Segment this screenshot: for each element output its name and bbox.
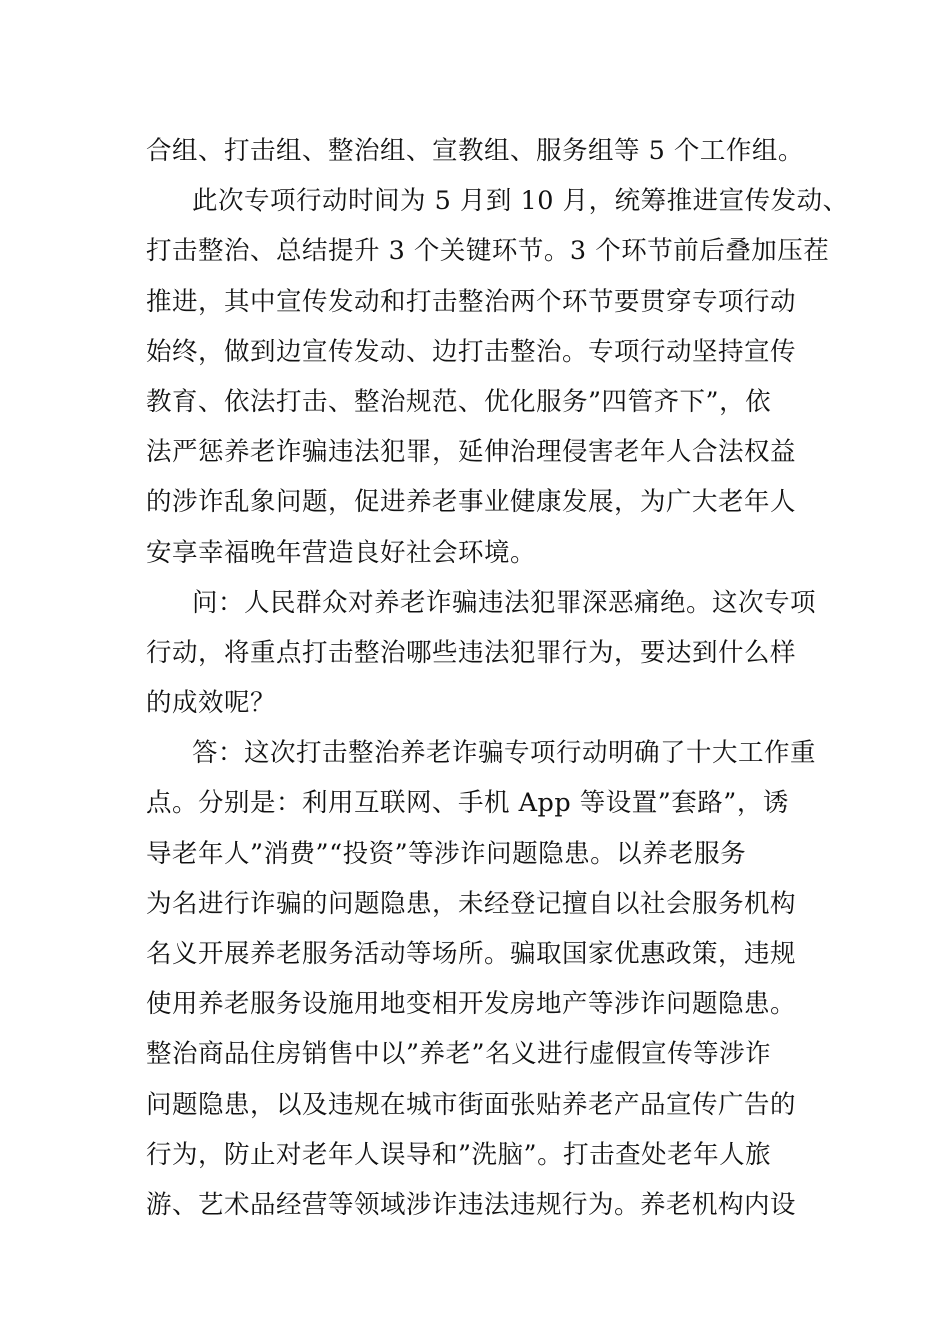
body-text: [146, 126, 849, 1230]
text-line: 使用养老服务设施用地变相开发房地产等涉诈问题隐患。: [146, 989, 797, 1020]
text-line: 游、艺术品经营等领域涉诈违法违规行为。养老机构内设: [146, 1189, 797, 1220]
text-line: 合组、打击组、整治组、宣教组、服务组等 5 个工作组。: [146, 136, 804, 166]
text-line: 教育、依法打击、整治规范、优化服务”四管齐下”，依: [146, 386, 772, 417]
text-line: 的成效呢？: [146, 688, 277, 719]
text-line: 推进，其中宣传发动和打击整治两个环节要贯穿专项行动: [146, 286, 797, 317]
text-line: 法严惩养老诈骗违法犯罪，延伸治理侵害老年人合法权益: [146, 437, 797, 468]
text-line: 导老年人”消费”“投资”等涉诈问题隐患。以养老服务: [146, 838, 747, 869]
text-line: 打击整治、总结提升 3 个关键环节。3 个环节前后叠加压茬: [146, 236, 830, 267]
text-line: 此次专项行动时间为 5 月到 10 月，统筹推进宣传发动、: [192, 186, 849, 217]
text-line: 为名进行诈骗的问题隐患，未经登记擅自以社会服务机构: [146, 888, 797, 919]
text-line: 名义开展养老服务活动等场所。骗取国家优惠政策，违规: [146, 939, 797, 969]
text-line: 点。分别是：利用互联网、手机 App 等设置”套路”，诱: [146, 788, 789, 819]
text-line: 始终，做到边宣传发动、边打击整治。专项行动坚持宣传: [146, 336, 797, 367]
text-line: 行动，将重点打击整治哪些违法犯罪行为，要达到什么样: [146, 637, 797, 668]
text-line: 整治商品住房销售中以”养老”名义进行虚假宣传等涉诈: [146, 1039, 772, 1070]
text-line: 答：这次打击整治养老诈骗专项行动明确了十大工作重: [192, 738, 817, 769]
text-line: 安享幸福晚年营造良好社会环境。: [146, 537, 537, 568]
text-line: 行为，防止对老年人误导和”洗脑”。打击查处老年人旅: [146, 1139, 772, 1170]
text-line: 的涉诈乱象问题，促进养老事业健康发展，为广大老年人: [146, 487, 797, 518]
text-line: 问题隐患，以及违规在城市街面张贴养老产品宣传广告的: [146, 1089, 797, 1120]
text-line: 问：人民群众对养老诈骗违法犯罪深恶痛绝。这次专项: [192, 587, 817, 618]
